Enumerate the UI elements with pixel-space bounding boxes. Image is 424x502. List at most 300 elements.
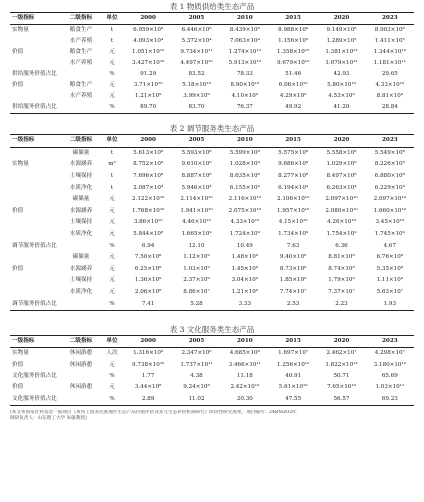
row-value: 1.724×10⁹ <box>229 231 260 238</box>
row-unit: % <box>109 71 115 77</box>
table1-header-cell: 一级指标 <box>12 15 35 21</box>
table-row <box>10 229 414 241</box>
row-value: 1.381×10¹² <box>325 49 358 55</box>
row-value: 7.063×10⁴ <box>229 38 260 44</box>
table3-header-cell: 二级指标 <box>69 338 93 345</box>
row-value: 83.70 <box>188 104 205 110</box>
row-category: 文化服务价值占比 <box>12 372 57 379</box>
row-value: 6.155×10⁴ <box>229 184 260 191</box>
row-value: 1.45×10⁹ <box>231 265 259 272</box>
row-value: 1.079×10¹¹ <box>325 60 358 66</box>
row-unit: 元 <box>109 231 115 238</box>
row-category: 供给服务价值占比 <box>12 71 57 77</box>
table1-header-cell: 单位 <box>106 15 118 21</box>
row-value: 7.696×10⁸ <box>133 173 164 180</box>
row-value: 50.71 <box>333 372 350 379</box>
row-value: 1.156×10⁵ <box>278 38 309 44</box>
table1-caption: 表 1 物质供给类生态产品 <box>169 2 255 11</box>
row-value: 9.686×10⁹ <box>278 161 309 168</box>
row-value: 5.63×10⁷ <box>376 289 404 296</box>
row-value: 4.53×10⁹ <box>328 93 355 99</box>
row-value: 1.754×10⁹ <box>326 231 357 238</box>
row-category: 实物量 <box>12 27 29 33</box>
row-unit: % <box>109 372 115 379</box>
row-category <box>10 147 62 159</box>
row-value: 8.86×10⁷ <box>183 289 210 296</box>
row-value: 9.40×10⁸ <box>279 254 307 261</box>
row-unit: t <box>110 149 114 156</box>
row-value: 91.29 <box>140 71 157 77</box>
table-row <box>10 217 414 229</box>
row-category <box>10 217 62 229</box>
row-value: 1.029×10⁹ <box>326 161 357 168</box>
row-value: 3.99×10⁹ <box>183 93 210 99</box>
table-row <box>10 182 414 194</box>
row-subcategory <box>62 298 100 310</box>
row-value: 3.33 <box>238 300 252 307</box>
table3-year-header: 2000 <box>140 338 156 345</box>
row-value: 8.81×10⁸ <box>328 254 355 261</box>
row-unit: 元 <box>109 361 115 368</box>
row-value: 1.274×10¹² <box>228 49 261 55</box>
row-value: 8.74×10⁸ <box>328 265 355 272</box>
table-row <box>10 58 414 69</box>
table-row <box>10 382 414 393</box>
row-value: 47.55 <box>285 395 302 402</box>
row-category: 价值 <box>12 384 24 391</box>
row-value: 9.679×10¹⁰ <box>276 60 310 66</box>
row-value: 65.69 <box>381 372 398 379</box>
row-value: 1.734×10⁹ <box>278 231 309 238</box>
row-category <box>10 194 62 206</box>
row-unit: 元 <box>109 265 115 272</box>
row-unit: % <box>109 242 115 249</box>
table2-year-header: 2015 <box>285 137 301 144</box>
row-value: 12.10 <box>188 242 205 249</box>
row-value: 2.53 <box>286 300 300 307</box>
row-value: 3.427×10¹⁰ <box>132 60 165 66</box>
row-value: 11.18 <box>236 372 253 379</box>
row-category: 价值 <box>12 207 24 214</box>
row-value: 5.913×10¹⁰ <box>228 60 261 66</box>
row-value: 2.462×10⁷ <box>326 350 357 357</box>
row-value: 2.347×10⁶ <box>181 350 212 357</box>
row-subcategory: 粮食生产 <box>69 82 93 88</box>
row-unit: % <box>109 300 115 307</box>
row-value: 8.90×10¹⁰ <box>230 82 260 88</box>
row-value: 2.106×10¹⁰ <box>276 196 310 203</box>
table1-year-header: 2015 <box>285 15 301 21</box>
table-row <box>10 252 414 264</box>
row-value: 10.49 <box>236 242 253 249</box>
row-category: 价值 <box>12 82 24 88</box>
row-value: 7.41 <box>141 300 155 307</box>
row-unit: 元 <box>109 60 115 66</box>
row-category <box>10 91 62 102</box>
row-value: 89.70 <box>140 104 157 110</box>
row-subcategory: 土壤保持 <box>69 277 93 284</box>
row-unit: 元 <box>109 196 115 203</box>
row-value: 1.411×10⁵ <box>374 38 405 44</box>
table2-header-cell: 单位 <box>106 137 118 144</box>
row-value: 5.28 <box>190 300 203 307</box>
row-unit: 元 <box>109 277 115 284</box>
row-value: 4.685×10⁶ <box>229 350 260 357</box>
row-subcategory: 水质净化 <box>69 231 93 238</box>
footnote-line1: (本文系国家社科基金一般项目《黄河上游多民族地区生态产品价值评估及多元生态补偿机制研究》阶段性研究成果，项目编号：24BMZ029； <box>10 409 300 415</box>
row-value: 1.03×10⁹ <box>183 265 210 272</box>
row-unit: 元 <box>109 254 115 261</box>
row-subcategory: 休闲游憩 <box>69 361 93 368</box>
row-value: 42.93 <box>333 71 350 77</box>
row-value: 7.63 <box>286 242 300 249</box>
row-value: 7.65×10¹⁰ <box>327 384 356 391</box>
row-unit: 元 <box>109 82 115 88</box>
row-value: 2.122×10¹⁰ <box>132 196 165 203</box>
table2-year-header: 2005 <box>188 137 205 144</box>
row-value: 5.558×10⁸ <box>326 149 357 156</box>
table-row <box>10 171 414 183</box>
row-value: 6.263×10⁴ <box>326 184 357 191</box>
row-value: 1.737×10¹¹ <box>180 361 213 368</box>
row-subcategory: 粮食生产 <box>69 27 93 33</box>
row-unit: 元 <box>109 93 115 99</box>
row-value: 1.12×10⁹ <box>183 254 210 261</box>
row-value: 3.71×10¹⁰ <box>133 82 163 88</box>
row-value: 2.087×10⁴ <box>133 184 164 191</box>
table3-year-header: 2020 <box>333 338 350 345</box>
footnote <box>10 410 414 423</box>
row-value: 3.44×10⁸ <box>134 384 162 391</box>
row-value: 8.497×10⁸ <box>326 173 357 180</box>
row-value: 6.959×10⁶ <box>133 27 164 33</box>
row-subcategory: 水源涵养 <box>69 207 93 214</box>
table-row <box>10 91 414 102</box>
row-value: 11.02 <box>188 395 205 402</box>
row-category: 实物量 <box>12 350 29 357</box>
row-value: 76.37 <box>236 104 253 110</box>
table2-caption: 表 2 调节服务类生态产品 <box>169 124 255 133</box>
row-category: 实物量 <box>12 161 29 168</box>
row-value: 2.114×10¹⁰ <box>180 196 213 203</box>
row-category <box>10 275 62 287</box>
row-value: 1.85×10⁹ <box>279 277 307 284</box>
table-row <box>10 360 414 371</box>
table1-year-header: 2000 <box>140 15 156 21</box>
row-value: 1.93 <box>383 300 397 307</box>
row-value: 6.446×10⁶ <box>181 27 212 33</box>
table1-year-header: 2020 <box>333 15 350 21</box>
table-row <box>10 47 414 58</box>
table1 <box>10 12 414 114</box>
row-value: 9.610×10⁹ <box>181 161 212 168</box>
row-subcategory: 水产养殖 <box>69 60 93 66</box>
row-value: 78.33 <box>236 71 253 77</box>
row-value: 1.256×10¹² <box>276 361 310 368</box>
row-value: 3.86×10¹⁰ <box>133 219 163 226</box>
row-value: 4.15×10¹⁰ <box>278 219 308 226</box>
row-value: 2.37×10⁹ <box>183 277 210 284</box>
row-value: 6.06×10¹⁰ <box>278 82 308 88</box>
table2 <box>10 134 414 311</box>
table-row <box>10 25 414 37</box>
row-value: 8.277×10⁸ <box>278 173 309 180</box>
table-row <box>10 206 414 218</box>
row-value: 4.38 <box>190 372 203 379</box>
table1-header-row <box>10 13 414 25</box>
table2-year-header: 2010 <box>237 137 253 144</box>
table1-body <box>10 25 414 114</box>
row-value: 1.03×10¹¹ <box>375 384 405 391</box>
row-category <box>10 58 62 69</box>
table-row <box>10 194 414 206</box>
row-value: 1.79×10⁹ <box>328 277 355 284</box>
row-value: 6.36 <box>335 242 348 249</box>
row-category <box>10 287 62 299</box>
row-value: 8.635×10⁸ <box>229 173 260 180</box>
row-subcategory: 休闲游憩 <box>69 350 93 357</box>
table2-year-header: 2020 <box>333 137 350 144</box>
row-value: 6.880×10⁸ <box>374 173 405 180</box>
row-value: 2.075×10¹⁰ <box>228 207 261 214</box>
row-value: 5.80×10¹⁰ <box>327 82 356 88</box>
table3-header-row <box>10 335 414 347</box>
row-value: 9.738×10¹⁰ <box>132 361 165 368</box>
row-category: 调节服务价值占比 <box>12 242 57 249</box>
row-value: 2.89 <box>141 395 155 402</box>
row-value: 1.344×10¹² <box>373 49 406 55</box>
table3-body <box>10 348 414 405</box>
row-value: 7.37×10⁷ <box>328 289 355 296</box>
row-unit: t <box>110 27 114 33</box>
row-value: 1.289×10⁵ <box>326 38 357 44</box>
row-value: 1.181×10¹¹ <box>373 60 406 66</box>
table-row <box>10 298 414 310</box>
row-category: 文化服务价值占比 <box>12 395 57 402</box>
row-value: 49.92 <box>285 104 302 110</box>
table3-year-header: 2010 <box>237 338 253 345</box>
row-value: 4.093×10⁴ <box>133 38 164 44</box>
row-value: 8.752×10⁹ <box>133 161 164 168</box>
row-unit: m³ <box>108 161 116 168</box>
row-value: 4.497×10¹⁰ <box>180 60 213 66</box>
row-category <box>10 36 62 47</box>
row-value: 1.957×10¹⁰ <box>276 207 310 214</box>
row-value: 4.26×10¹⁰ <box>327 219 356 226</box>
row-value: 1.36×10⁹ <box>134 277 162 284</box>
row-subcategory: 水产养殖 <box>69 38 93 44</box>
row-value: 7.50×10⁸ <box>134 254 162 261</box>
row-value: 9.734×10¹¹ <box>180 49 213 55</box>
row-category: 价值 <box>12 49 24 55</box>
row-value: 4.298×10⁷ <box>374 350 405 357</box>
row-subcategory: 水产养殖 <box>69 93 93 99</box>
row-category <box>10 182 62 194</box>
row-category <box>10 171 62 183</box>
row-unit: 元 <box>109 289 115 296</box>
table2-year-header: 2023 <box>382 137 398 144</box>
row-subcategory: 水质净化 <box>69 184 93 191</box>
row-subcategory <box>62 69 100 80</box>
row-value: 1.028×10⁹ <box>229 161 260 168</box>
row-unit: t <box>110 184 114 191</box>
row-value: 1.051×10¹² <box>132 49 165 55</box>
row-value: 5.372×10⁴ <box>181 38 212 44</box>
row-value: 1.665×10⁹ <box>181 231 212 238</box>
row-subcategory: 碳储量 <box>72 254 90 261</box>
table-row <box>10 36 414 47</box>
row-subcategory: 碳储量 <box>72 149 90 156</box>
row-subcategory <box>62 240 100 252</box>
row-value: 3.04×10⁹ <box>231 277 259 284</box>
row-value: 2.23 <box>335 300 348 307</box>
table-row <box>10 393 414 405</box>
row-value: 1.745×10⁹ <box>374 231 405 238</box>
table2-header-cell: 一级指标 <box>12 137 35 144</box>
table1-year-header: 2010 <box>237 15 253 21</box>
row-value: 28.84 <box>381 104 398 110</box>
row-unit: t <box>110 173 114 180</box>
table2-header-cell: 二级指标 <box>69 137 93 144</box>
table3-header-cell: 单位 <box>106 338 118 345</box>
table-row <box>10 69 414 80</box>
document-page <box>0 2 424 502</box>
row-value: 83.52 <box>188 71 205 77</box>
row-value: 41.20 <box>333 104 350 110</box>
table3-year-header: 2015 <box>285 338 301 345</box>
row-value: 5.18×10¹⁰ <box>182 82 211 88</box>
row-value: 40.91 <box>285 372 302 379</box>
row-value: 4.46×10¹⁰ <box>182 219 211 226</box>
row-subcategory: 水源涵养 <box>69 265 93 272</box>
row-value: 4.29×10⁹ <box>279 93 307 99</box>
row-value: 1.48×10⁹ <box>231 254 259 261</box>
table1-header-cell: 二级指标 <box>69 15 93 21</box>
row-value: 1.316×10⁶ <box>133 350 164 357</box>
row-value: 9.24×10⁸ <box>183 384 210 391</box>
row-subcategory: 水质净化 <box>69 289 93 296</box>
row-value: 5.575×10⁸ <box>278 149 309 156</box>
row-value: 6.229×10⁴ <box>374 184 405 191</box>
row-value: 2.097×10¹⁰ <box>325 196 358 203</box>
row-category: 价值 <box>12 361 24 368</box>
row-value: 20.30 <box>236 395 253 402</box>
row-value: 1.358×10¹² <box>276 49 310 55</box>
table-row <box>10 80 414 91</box>
row-value: 8.439×10⁶ <box>229 27 260 33</box>
row-subcategory: 休闲游憩 <box>69 384 93 391</box>
row-value: 2.06×10⁸ <box>134 289 162 296</box>
row-unit: % <box>109 395 115 402</box>
row-category <box>10 252 62 264</box>
row-value: 7.74×10⁷ <box>279 289 307 296</box>
row-value: 69.23 <box>381 395 398 402</box>
row-value: 6.94 <box>141 242 155 249</box>
table-row <box>10 102 414 114</box>
table-row <box>10 264 414 276</box>
row-subcategory <box>62 102 100 114</box>
row-value: 8.81×10⁹ <box>376 93 404 99</box>
row-value: 5.946×10⁴ <box>181 184 212 191</box>
table3-header-cell: 一级指标 <box>12 338 35 345</box>
row-value: 1.21×10⁹ <box>134 93 162 99</box>
table1-year-header: 2005 <box>188 15 205 21</box>
table-row <box>10 371 414 382</box>
table-row <box>10 159 414 171</box>
row-value: 1.77 <box>141 372 155 379</box>
table-row <box>10 287 414 299</box>
table-row <box>10 240 414 252</box>
row-category: 调节服务价值占比 <box>12 300 57 307</box>
row-value: 8.988×10⁶ <box>278 27 309 33</box>
row-subcategory <box>62 393 100 405</box>
row-value: 2.116×10¹⁰ <box>228 196 261 203</box>
row-value: 1.660×10¹⁰ <box>373 207 406 214</box>
row-category: 价值 <box>12 265 24 272</box>
row-value: 5.35×10⁸ <box>376 265 404 272</box>
table2-header-row <box>10 135 414 148</box>
table3-caption: 表 3 文化服务类生态产品 <box>169 324 255 334</box>
row-unit: % <box>109 104 115 110</box>
row-value: 8.887×10⁸ <box>181 173 212 180</box>
row-value: 5.613×10⁸ <box>133 149 164 156</box>
row-unit: 元 <box>109 207 115 214</box>
row-value: 1.11×10⁹ <box>376 277 404 284</box>
table3 <box>10 335 414 406</box>
row-subcategory: 碳储量 <box>72 196 90 203</box>
row-subcategory: 土壤保持 <box>69 173 93 180</box>
row-unit: 人次 <box>106 350 118 357</box>
row-value: 6.25×10⁸ <box>134 265 162 272</box>
row-value: 5.549×10⁸ <box>374 149 405 156</box>
table3-year-header: 2005 <box>188 338 205 345</box>
row-category: 供给服务价值占比 <box>12 104 57 110</box>
row-unit: 元 <box>109 49 115 55</box>
row-value: 9.149×10⁶ <box>326 27 357 33</box>
row-value: 4.33×10¹⁰ <box>375 82 405 88</box>
row-subcategory: 水源涵养 <box>69 161 93 168</box>
row-value: 1.941×10¹⁰ <box>180 207 213 214</box>
row-unit: 元 <box>109 219 115 226</box>
row-value: 1.822×10¹² <box>325 361 358 368</box>
row-value: 6.194×10⁴ <box>278 184 309 191</box>
footnote-line2: 调研负责人：山东理工大学 朱敏教授) <box>10 416 87 422</box>
row-value: 4.67 <box>383 242 397 249</box>
row-value: 8.226×10⁹ <box>374 161 405 168</box>
table-row <box>10 147 414 159</box>
row-unit: 元 <box>109 384 115 391</box>
table2-body <box>10 147 414 310</box>
row-value: 8.73×10⁸ <box>279 265 307 272</box>
row-value: 5.844×10⁸ <box>133 231 164 238</box>
row-subcategory <box>62 371 100 382</box>
row-value: 1.768×10¹⁰ <box>132 207 165 214</box>
row-value: 1.21×10⁸ <box>231 289 259 296</box>
row-value: 8.903×10⁶ <box>374 27 405 33</box>
row-value: 5.599×10⁸ <box>229 149 260 156</box>
row-value: 3.466×10¹¹ <box>228 361 261 368</box>
row-value: 2.097×10¹⁰ <box>373 196 406 203</box>
row-value: 2.080×10¹⁰ <box>325 207 358 214</box>
table2-year-header: 2000 <box>140 137 156 144</box>
row-value: 2.42×10¹⁰ <box>230 384 260 391</box>
row-value: 1.697×10⁷ <box>278 350 309 357</box>
row-value: 6.76×10⁸ <box>376 254 404 261</box>
row-unit: t <box>110 38 114 44</box>
row-category <box>10 229 62 241</box>
row-value: 51.46 <box>285 71 302 77</box>
row-value: 4.33×10¹⁰ <box>230 219 260 226</box>
